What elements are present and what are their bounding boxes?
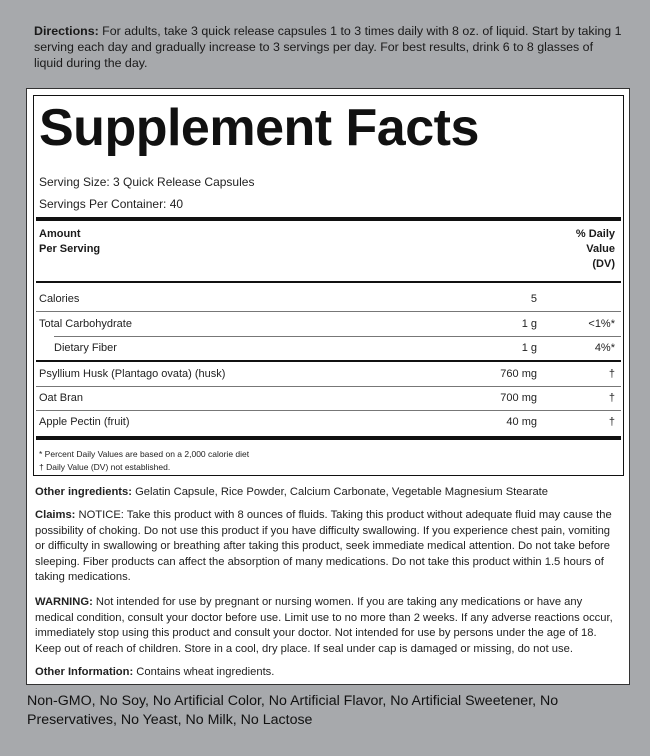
other-information — [35, 665, 623, 681]
footnote-dv-not-established: † Daily Value (DV) not established. — [39, 462, 171, 472]
row-oat-bran-amount: 700 mg — [500, 392, 537, 404]
row-fiber-amount: 1 g — [521, 342, 537, 354]
other-information-text: Contains wheat ingredients. — [133, 666, 275, 678]
serving-size: Serving Size: 3 Quick Release Capsules — [39, 175, 255, 189]
row-carbohydrate-dv: <1%* — [588, 318, 615, 330]
row-fiber-name: Dietary Fiber — [54, 342, 117, 354]
row-divider — [36, 311, 621, 312]
row-calories-amount: 5 — [530, 293, 537, 305]
header-amount-line1: Amount — [39, 228, 81, 240]
row-oat-bran-name: Oat Bran — [39, 392, 84, 404]
directions-label: Directions: — [34, 24, 99, 38]
servings-per-container: Servings Per Container: 40 — [39, 197, 184, 211]
row-oat-bran-dv: † — [608, 392, 615, 404]
label-panel — [26, 88, 630, 685]
row-apple-pectin-name: Apple Pectin (fruit) — [39, 416, 130, 428]
warning-label: WARNING: — [35, 596, 93, 608]
claims-body: NOTICE: Take this product with 8 ounces of fluids. Taking this product without adequate fluid may cause the possibility of choking. Do not use this product if you have difficulty swallowing. If you experience chest pain, vomiting or difficulty in swallowing or breathing after taking this product, seek immediate medical attention. Do not take before sleeping. Fiber products can affect the absorption of many medications. Do not take this product within 1.5 hours of taking medications. — [35, 509, 612, 583]
row-carbohydrate-name: Total Carbohydrate — [39, 318, 132, 330]
other-ingredients-label: Other ingredients: — [35, 486, 132, 498]
other-information-label: Other Information: — [35, 666, 134, 678]
header-amount — [39, 227, 100, 257]
supplement-facts-box — [33, 95, 624, 476]
warning-text — [35, 595, 623, 657]
claims-text — [35, 508, 623, 586]
header-dv-line3: (DV) — [592, 258, 615, 270]
row-divider — [36, 410, 621, 411]
directions-text — [34, 23, 624, 71]
row-divider — [36, 386, 621, 387]
divider-mid — [36, 360, 621, 362]
row-psyllium-amount: 760 mg — [500, 368, 537, 380]
row-psyllium-dv: † — [608, 368, 615, 380]
row-divider — [54, 336, 621, 337]
claims-label: Claims: — [35, 509, 76, 521]
row-calories-name: Calories — [39, 293, 80, 305]
header-dv-line1: % Daily — [575, 228, 615, 240]
row-apple-pectin-dv: † — [608, 416, 615, 428]
row-apple-pectin-amount: 40 mg — [506, 416, 537, 428]
header-daily-value — [576, 227, 615, 272]
divider-thick — [36, 217, 621, 221]
divider-header — [36, 281, 621, 283]
row-carbohydrate-amount: 1 g — [521, 318, 537, 330]
other-ingredients-text: Gelatin Capsule, Rice Powder, Calcium Carbonate, Vegetable Magnesium Stearate — [131, 486, 548, 498]
footnote-percent-dv: * Percent Daily Values are based on a 2,000 calorie diet — [39, 449, 250, 459]
divider-bottom — [36, 436, 621, 440]
supplement-facts-title: Supplement Facts — [39, 99, 479, 157]
row-fiber-dv: 4%* — [594, 342, 615, 354]
free-from-claims: Non-GMO, No Soy, No Artificial Color, No Artificial Flavor, No Artificial Sweetener, No Preservatives, No Yeast, No Milk, No Lactose — [27, 693, 559, 728]
row-psyllium-name: Psyllium Husk (Plantago ovata) (husk) — [39, 368, 226, 380]
header-amount-line2: Per Serving — [39, 243, 101, 255]
other-ingredients — [35, 485, 623, 501]
header-dv-line2: Value — [586, 243, 615, 255]
warning-body: Not intended for use by pregnant or nursing women. If you are taking any medications or have any medical condition, consult your doctor before use. Limit use to no more than 2 weeks. If any adverse reactions occur, immediately stop using this product and consult your doctor. Not intended for use by persons under the age of 18. Keep out of reach of children. Store in a cool, dry place. If seal under cap is damaged or missing, do not use. — [35, 596, 613, 655]
directions-body: For adults, take 3 quick release capsules 1 to 3 times daily with 8 oz. of liquid. Start by taking 1 serving each day and gradually increase to 3 servings per day. For best results, drink 6 to 8 glasses of liquid during the day. — [34, 24, 622, 70]
